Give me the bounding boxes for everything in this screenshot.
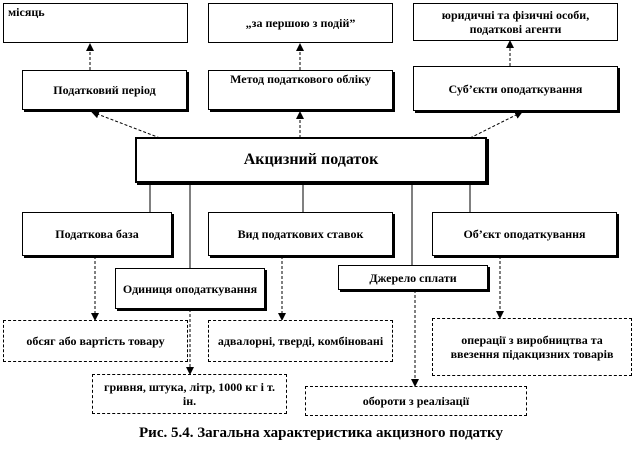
excise-tax-title: Акцизний податок (243, 151, 379, 168)
subjects-value: юридичні та фізичні особи, податкові агенти (441, 8, 590, 36)
subjects-value-box (413, 3, 618, 41)
arrow-to-period (92, 112, 160, 138)
object-label: Об’єкт оподаткування (463, 227, 586, 241)
arrow-to-subjects (470, 112, 522, 138)
method-label: Метод податкового обліку (230, 72, 371, 86)
excise-tax-box (135, 137, 487, 183)
period-value: місяць (8, 5, 45, 19)
rates-value-box (208, 320, 393, 362)
base-value: обсяг або вартість товару (26, 334, 165, 348)
method-value: „за першою з подій” (245, 16, 356, 30)
figure-caption: Рис. 5.4. Загальна характеристика акцизного податку (139, 425, 503, 441)
source-value: обороти з реалізації (362, 394, 470, 408)
base-label: Податкова база (55, 227, 139, 241)
source-box (338, 265, 488, 290)
unit-value-box (92, 374, 287, 414)
unit-box (115, 268, 265, 309)
subjects-box (413, 66, 618, 111)
unit-value: гривня, штука, літр, 1000 кг і т. ін. (104, 380, 275, 408)
source-label: Джерело сплати (369, 270, 457, 285)
rates-label: Вид податкових ставок (237, 227, 364, 241)
object-value-box (432, 318, 632, 376)
period-label: Податковий період (53, 83, 156, 97)
base-box (22, 212, 172, 256)
period-box (22, 70, 187, 110)
unit-label: Одиниця оподаткування (122, 281, 258, 296)
rates-box (208, 212, 393, 256)
object-value: операції з виробництва та ввезення підакцизних товарів (450, 333, 614, 361)
base-value-box (3, 320, 188, 362)
method-box (208, 70, 393, 110)
method-value-box (208, 3, 393, 43)
subjects-label: Суб’єкти оподаткування (448, 81, 583, 96)
source-value-box (305, 386, 527, 416)
object-box (432, 212, 617, 256)
rates-value: адвалорні, тверді, комбіновані (217, 334, 384, 348)
period-value-box (3, 3, 188, 43)
